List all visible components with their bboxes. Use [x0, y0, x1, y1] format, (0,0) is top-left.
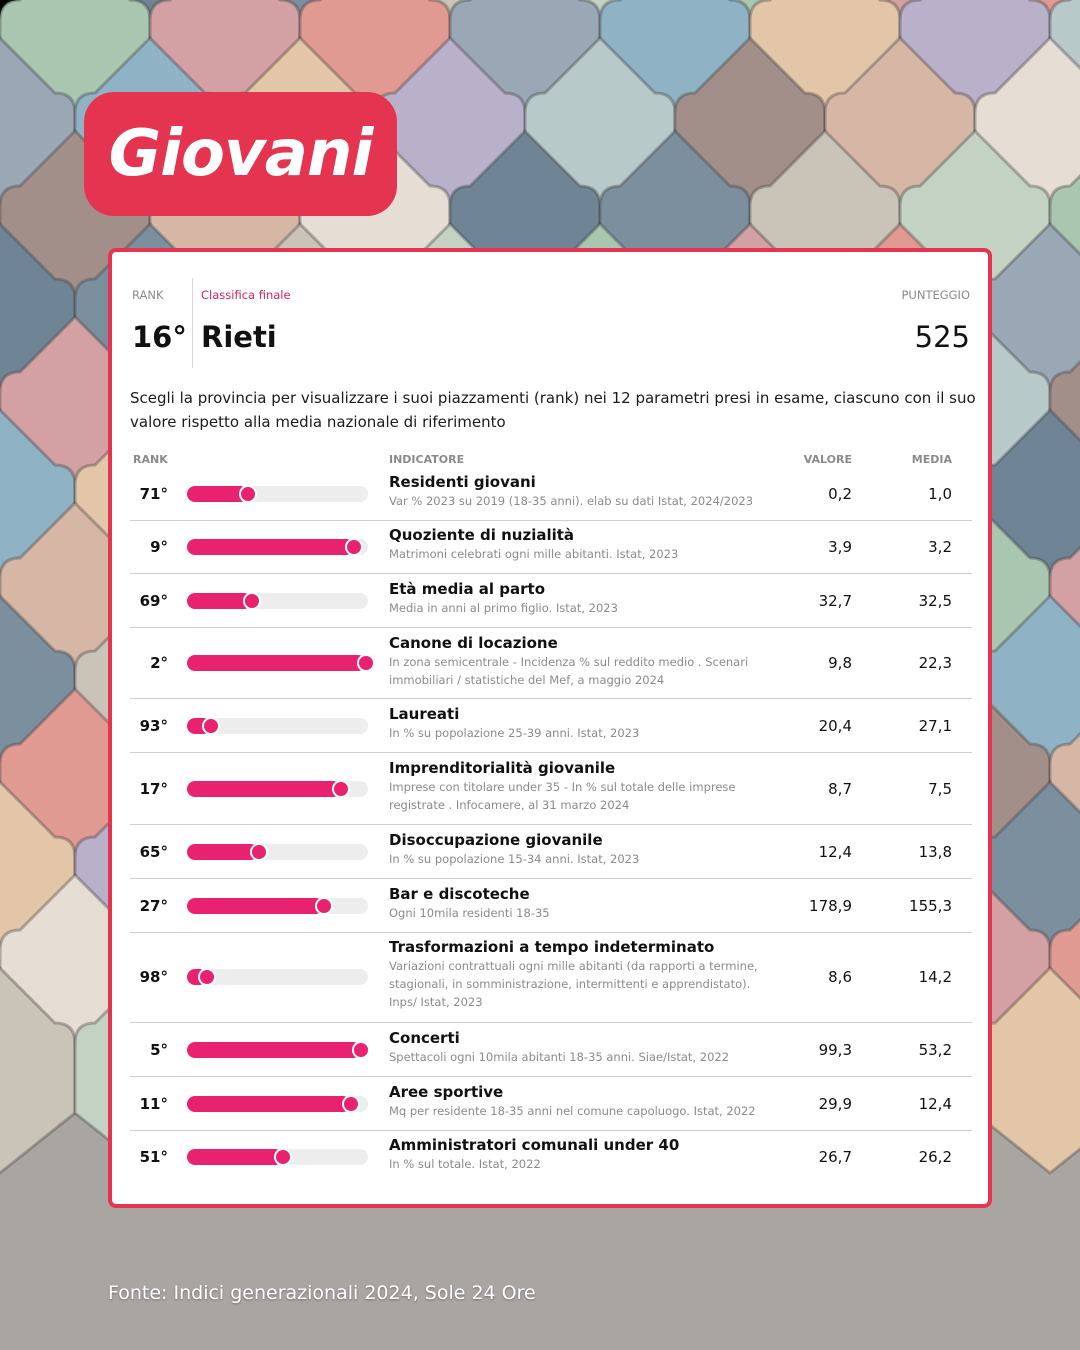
description-text: Scegli la provincia per visualizzare i suoi piazzamenti (rank) nei 12 parametri presi in esame, ciascuno con il suo valore rispetto alla media nazionale di riferimento: [130, 389, 976, 431]
row-value: 29,9: [818, 1094, 852, 1113]
row-rank: 69°: [139, 591, 168, 610]
row-rank: 2°: [150, 654, 168, 672]
rank-bar-marker: [357, 654, 375, 672]
source-caption: Fonte: Indici generazionali 2024, Sole 24 Ore: [108, 1282, 536, 1304]
rank-bar: [187, 844, 368, 860]
row-value: 26,7: [818, 1147, 852, 1166]
rank-bar-marker: [342, 1095, 360, 1113]
table-row[interactable]: [130, 1077, 972, 1131]
indicator-cell: [389, 1135, 769, 1173]
row-average: 14,2: [918, 968, 952, 986]
indicator-cell: [389, 472, 769, 510]
indicator-note: Matrimoni celebrati ogni mille abitanti. Istat, 2023: [389, 547, 679, 561]
row-value: 8,6: [828, 968, 852, 986]
indicator-note: Mq per residente 18-35 anni nel comune capoluogo. Istat, 2022: [389, 1104, 756, 1118]
row-value: 0,2: [828, 484, 852, 503]
row-value: 9,8: [828, 654, 852, 672]
column-header-indicator: INDICATORE: [389, 453, 465, 466]
rank-bar-marker: [345, 538, 363, 556]
row-average: 53,2: [918, 1040, 952, 1059]
row-average: 1,0: [928, 484, 952, 503]
rank-bar: [187, 718, 368, 734]
indicator-note: Imprese con titolare under 35 - In % sul totale delle imprese registrate . Infocamere, al 31 marzo 2024: [389, 780, 736, 812]
rank-bar: [187, 1096, 368, 1112]
indicator-title: Quoziente di nuzialità: [389, 526, 575, 544]
row-rank: 65°: [139, 842, 168, 861]
row-rank: 51°: [139, 1147, 168, 1166]
rank-bar: [187, 655, 368, 671]
row-average: 7,5: [928, 779, 952, 798]
row-average: 32,5: [918, 591, 952, 610]
table-row[interactable]: [130, 574, 972, 628]
table-row[interactable]: [130, 879, 972, 933]
rank-bar-fill: [187, 1096, 351, 1112]
section-title: Giovani: [108, 117, 373, 191]
row-rank: 17°: [139, 779, 168, 798]
rank-bar-fill: [187, 844, 259, 860]
rank-bar: [187, 539, 368, 555]
row-rank: 71°: [139, 484, 168, 503]
rank-bar-fill: [187, 655, 366, 671]
row-average: 26,2: [918, 1147, 952, 1166]
rank-bar-marker: [250, 843, 268, 861]
row-rank: 93°: [139, 716, 168, 735]
row-value: 20,4: [818, 716, 852, 735]
indicator-title: Aree sportive: [389, 1083, 504, 1101]
row-rank: 5°: [150, 1040, 168, 1059]
table-row[interactable]: [130, 932, 972, 1023]
indicator-title: Laureati: [389, 705, 460, 723]
ranking-card: [108, 248, 992, 1208]
indicator-title: Amministratori comunali under 40: [389, 1136, 680, 1154]
table-row[interactable]: [130, 467, 972, 521]
row-value: 8,7: [828, 779, 852, 798]
indicator-note: In % sul totale. Istat, 2022: [389, 1157, 541, 1171]
rank-bar-marker: [315, 897, 333, 915]
rank-bar-marker: [239, 485, 257, 503]
indicator-note: Variazioni contrattuali ogni mille abitanti (da rapporti a termine, stagionali, in somministrazione, intermittenti e apprendistato). Inps/ Istat, 2023: [389, 959, 758, 1009]
indicator-note: Var % 2023 su 2019 (18-35 anni). elab su dati Istat, 2024/2023: [389, 494, 754, 508]
column-header-average: MEDIA: [911, 453, 952, 466]
indicator-cell: [389, 1082, 769, 1120]
rank-bar-fill: [187, 898, 324, 914]
indicator-cell: [389, 525, 769, 563]
row-value: 3,9: [828, 537, 852, 556]
rank-bar: [187, 486, 368, 502]
indicator-note: In % su popolazione 15-34 anni. Istat, 2023: [389, 852, 640, 866]
row-value: 32,7: [818, 591, 852, 610]
rank-bar: [187, 1042, 368, 1058]
indicator-cell: [389, 633, 769, 689]
row-average: 155,3: [909, 896, 952, 915]
indicator-note: Media in anni al primo figlio. Istat, 2023: [389, 601, 618, 615]
indicator-cell: [389, 579, 769, 617]
table-row[interactable]: [130, 628, 972, 699]
indicator-note: Spettacoli ogni 10mila abitanti 18-35 anni. Siae/Istat, 2022: [389, 1050, 730, 1064]
table-row[interactable]: [130, 753, 972, 825]
row-value: 12,4: [818, 842, 852, 861]
indicator-cell: [389, 1028, 769, 1066]
row-rank: 9°: [150, 537, 168, 556]
row-average: 3,2: [928, 537, 952, 556]
row-rank: 11°: [139, 1094, 168, 1113]
indicator-note: In % su popolazione 25-39 anni. Istat, 2023: [389, 726, 640, 740]
rank-bar-marker: [332, 780, 350, 798]
rank-bar-marker: [352, 1041, 370, 1059]
rank-bar-fill: [187, 1149, 283, 1165]
row-average: 13,8: [918, 842, 952, 861]
rank-bar-marker: [274, 1148, 292, 1166]
province-name: Rieti: [201, 320, 277, 354]
indicator-cell: [389, 758, 769, 814]
indicator-cell: [389, 704, 769, 742]
indicator-title: Concerti: [389, 1029, 460, 1047]
header-divider: [192, 278, 193, 368]
indicator-cell: [389, 884, 769, 922]
indicator-title: Bar e discoteche: [389, 885, 530, 903]
section-badge: [84, 92, 397, 216]
indicator-title: Età media al parto: [389, 580, 546, 598]
column-header-value: VALORE: [803, 453, 852, 466]
table-row[interactable]: [130, 825, 972, 879]
table-row[interactable]: [130, 520, 972, 574]
row-rank: 27°: [139, 896, 168, 915]
row-value: 178,9: [809, 896, 852, 915]
rank-bar: [187, 898, 368, 914]
indicator-note: In zona semicentrale - Incidenza % sul reddito medio . Scenari immobiliari / statistiche del Mef, a maggio 2024: [389, 655, 749, 687]
row-rank: 98°: [139, 968, 168, 986]
row-average: 22,3: [918, 654, 952, 672]
indicator-title: Canone di locazione: [389, 634, 558, 652]
indicator-title: Residenti giovani: [389, 473, 536, 491]
row-average: 12,4: [918, 1094, 952, 1113]
rank-bar: [187, 1149, 368, 1165]
row-value: 99,3: [818, 1040, 852, 1059]
table-row[interactable]: [130, 1130, 972, 1183]
rank-bar-marker: [202, 717, 220, 735]
overall-rank: 16°: [132, 320, 187, 354]
indicator-title: Imprenditorialità giovanile: [389, 759, 616, 777]
indicator-title: Trasformazioni a tempo indeterminato: [389, 938, 715, 956]
row-average: 27,1: [918, 716, 952, 735]
score-label: PUNTEGGIO: [901, 288, 970, 302]
rank-bar: [187, 969, 368, 985]
rank-bar-fill: [187, 539, 354, 555]
overall-score: 525: [914, 320, 970, 354]
indicator-cell: [389, 937, 769, 1011]
rank-label: RANK: [132, 288, 164, 302]
rank-bar: [187, 781, 368, 797]
column-header-rank: RANK: [133, 453, 168, 466]
rank-bar: [187, 593, 368, 609]
rank-bar-marker: [198, 968, 216, 986]
table-row[interactable]: [130, 1023, 972, 1077]
rank-bar-fill: [187, 1042, 361, 1058]
rank-bar-fill: [187, 781, 341, 797]
rank-bar-marker: [243, 592, 261, 610]
indicator-title: Disoccupazione giovanile: [389, 831, 603, 849]
table-row[interactable]: [130, 699, 972, 753]
indicator-note: Ogni 10mila residenti 18-35: [389, 906, 550, 920]
indicator-cell: [389, 830, 769, 868]
classifica-label: Classifica finale: [201, 288, 291, 302]
